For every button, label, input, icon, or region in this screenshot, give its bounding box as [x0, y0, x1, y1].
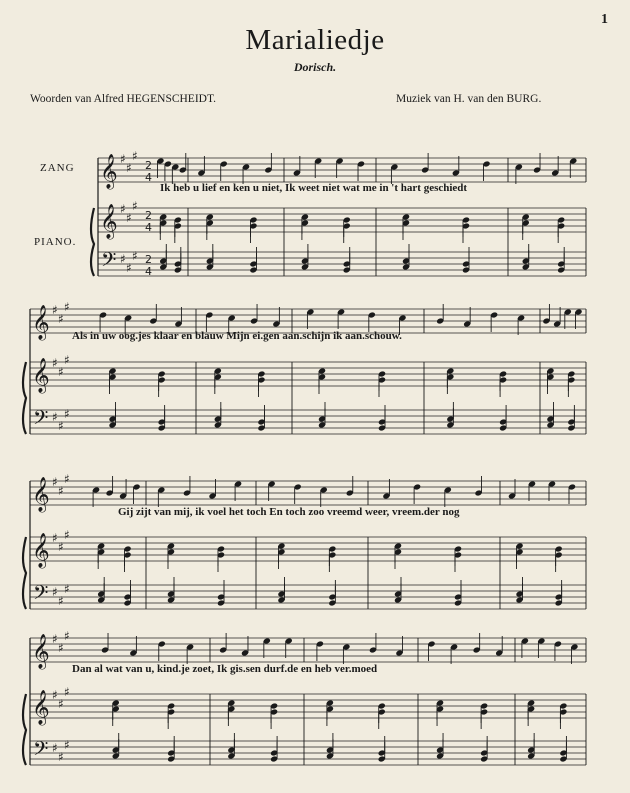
sharp-icon: ♯ — [58, 419, 64, 433]
piano-brace — [23, 537, 26, 609]
sharp-icon: ♯ — [58, 594, 64, 608]
lyrics-line-1: Ik heb u lief en ken u niet, Ik weet niet wat me in 't hart geschiedt — [160, 182, 468, 194]
sharp-icon: ♯ — [58, 750, 64, 764]
treble-clef-icon: 𝄞 — [32, 305, 50, 340]
sharp-icon: ♯ — [64, 685, 70, 699]
time-signature: 4 — [145, 221, 152, 234]
bass-clef-icon: 𝄢 — [33, 737, 49, 765]
treble-clef-icon: 𝄞 — [32, 358, 50, 393]
sharp-icon: ♯ — [132, 149, 138, 163]
bass-clef-icon: 𝄢 — [33, 581, 49, 609]
piano-brace — [91, 208, 94, 276]
sharp-icon: ♯ — [58, 365, 64, 379]
piano-part-label: PIANO. — [34, 236, 77, 248]
lyrics-line-4: Dan al wat van u, kind.je zoet, Ik gis.sen durf.de en heb ver.moed — [72, 663, 378, 675]
sharp-icon: ♯ — [52, 356, 58, 370]
piano-brace — [23, 362, 26, 434]
sharp-icon: ♯ — [132, 249, 138, 263]
sharp-icon: ♯ — [64, 582, 70, 596]
piano-brace — [23, 694, 26, 765]
sharp-icon: ♯ — [120, 252, 126, 266]
voice-part-label: ZANG — [40, 162, 75, 174]
sharp-icon: ♯ — [52, 632, 58, 646]
sharp-icon: ♯ — [126, 161, 132, 175]
sharp-icon: ♯ — [126, 211, 132, 225]
sharp-icon: ♯ — [64, 407, 70, 421]
sharp-icon: ♯ — [58, 540, 64, 554]
time-signature: 2 — [145, 159, 152, 172]
sharp-icon: ♯ — [64, 472, 70, 486]
time-signature: 4 — [145, 265, 152, 278]
sharp-icon: ♯ — [52, 688, 58, 702]
treble-clef-icon: 𝄞 — [32, 690, 50, 725]
sharp-icon: ♯ — [64, 300, 70, 314]
treble-clef-icon: 𝄞 — [32, 477, 50, 512]
sharp-icon: ♯ — [126, 261, 132, 275]
treble-clef-icon: 𝄞 — [100, 204, 118, 239]
lyrics-line-2: Als in uw oog.jes klaar en blauw Mijn ei.gen aan.schijn ik aan.schouw. — [72, 330, 402, 342]
bass-clef-icon: 𝄢 — [33, 406, 49, 434]
lyrics-line-3: Gij zijt van mij, ik voel het toch En toch zoo vreemd weer, vreem.der nog — [118, 506, 460, 518]
sharp-icon: ♯ — [58, 697, 64, 711]
treble-clef-icon: 𝄞 — [32, 533, 50, 568]
sharp-icon: ♯ — [58, 312, 64, 326]
mode-subtitle: Dorisch. — [293, 60, 337, 74]
time-signature: 4 — [145, 171, 152, 184]
treble-clef-icon: 𝄞 — [100, 154, 118, 189]
lyricist-credit: Woorden van Alfred HEGENSCHEIDT. — [30, 93, 217, 105]
composer-credit: Muziek van H. van den BURG. — [396, 93, 542, 105]
sharp-icon: ♯ — [52, 410, 58, 424]
time-signature: 2 — [145, 253, 152, 266]
sharp-icon: ♯ — [52, 303, 58, 317]
sharp-icon: ♯ — [120, 152, 126, 166]
sharp-icon: ♯ — [52, 531, 58, 545]
page-number: 1 — [601, 12, 608, 27]
sharp-icon: ♯ — [52, 741, 58, 755]
treble-clef-icon: 𝄞 — [32, 634, 50, 669]
sharp-icon: ♯ — [58, 641, 64, 655]
sharp-icon: ♯ — [64, 629, 70, 643]
sharp-icon: ♯ — [132, 199, 138, 213]
bass-clef-icon: 𝄢 — [101, 248, 117, 276]
sharp-icon: ♯ — [64, 528, 70, 542]
sharp-icon: ♯ — [52, 475, 58, 489]
song-title: Marialiedje — [245, 24, 385, 56]
sharp-icon: ♯ — [64, 738, 70, 752]
sharp-icon: ♯ — [64, 353, 70, 367]
sharp-icon: ♯ — [58, 484, 64, 498]
sharp-icon: ♯ — [120, 202, 126, 216]
time-signature: 2 — [145, 209, 152, 222]
sharp-icon: ♯ — [52, 585, 58, 599]
